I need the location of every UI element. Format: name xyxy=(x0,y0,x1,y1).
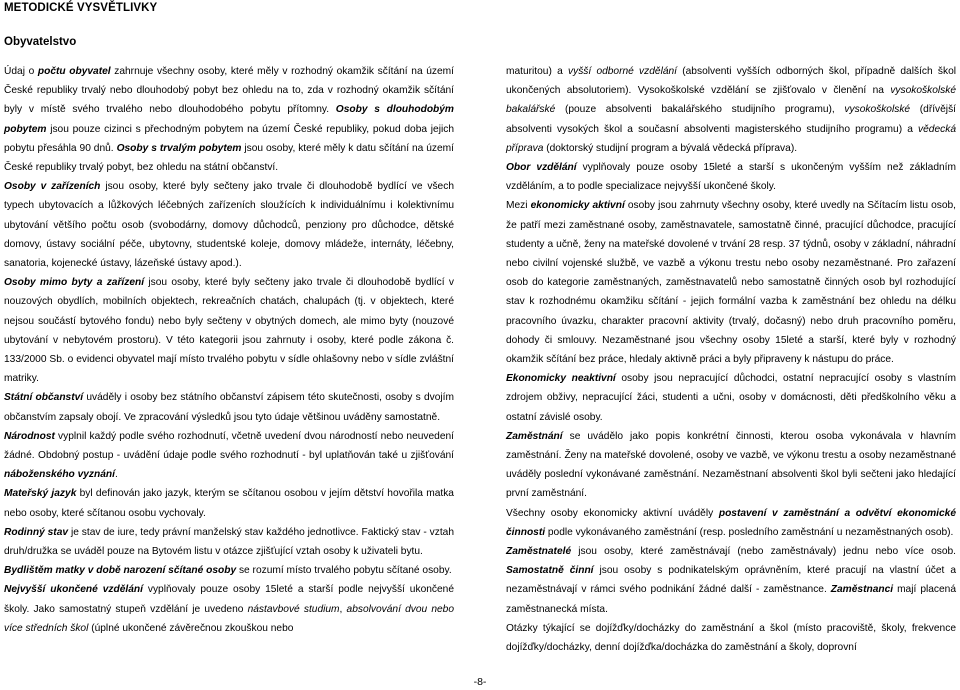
paragraph-vzdelani-pokracovani: maturitou) a vyšší odborné vzdělání (absolventi vyšších odborných škol, případně dalších škol ukončených absolutoriem). Vysokoškolské vzdělání se zjišťovalo v členění na vysokoškolské bakalářské (pouze absolventi bakalářského studijního programu), vysokoškolské (dřívější absolventi vysokých škol a současní absolventi magisterského studijního programu) a vědecká příprava (doktorský studijní program a bývalá vědecká příprava). xyxy=(506,66,957,154)
paragraph-nejvyssi-vzdelani: Nejvyšší ukončené vzdělání vyplňovaly pouze osoby 15leté a starší podle nejvyšší ukončené školy. Jako samostatný stupeň vzdělání je uvedeno nástavbové studium, absolvování dvou nebo více středních škol (úplné ukončené závěrečnou zkouškou nebo xyxy=(4,584,454,634)
paragraph-ekonomicky-aktivni: Mezi ekonomicky aktivní osoby jsou zahrnuty všechny osoby, které uvedly na Sčítacím listu osob, že patří mezi zaměstnané osoby, zaměstnavatele, samostatně činné, pracující důchodce, pracující studenty a učně, ženy na mateřské dovolené v trvání 28 resp. 37 týdnů, osoby v základní, náhradní nebo civilní vojenské službě, ve vazbě a výkonu trestu nebo osoby nezaměstnané. Pro zařazení osob do kategorie zaměstnaných, zaměstnavatelů nebo samostatně činných osob byl rozhodující stav k rozhodnému okamžiku sčítání - jejich formální vazba k zaměstnání bez ohledu na délku pracovního úvazku, charakter pracovní aktivity (trvalý, dočasný) nebo druh pracovního poměru, dohody či smlouvy. Nezaměstnané jsou všechny osoby 15leté a starší, které byly v rozhodný okamžik sčítání bez práce, hledaly aktivně práci a byly připraveny k nástupu do práce. xyxy=(506,200,956,366)
paragraph-zamestnani: Zaměstnání se uvádělo jako popis konkrétní činnosti, kterou osoba vykonávala v hlavním zaměstnání. Ženy na mateřské dovolené, osoby ve vazbě, ve výkonu trestu a osoby nezaměstnané uváděly poslední vykonávané zaměstnání. Nezaměstnaní absolventi škol byli sečteni jako hledající první zaměstnání. xyxy=(506,430,956,500)
term-osoby-v-zarizenich: Osoby v zařízeních xyxy=(4,181,101,193)
term-samostatne-cinni: Samostatně činní xyxy=(506,565,594,577)
term-ekonomicky-aktivni: ekonomicky aktivní xyxy=(530,200,625,212)
term-zamestnanci: Zaměstnanci xyxy=(830,584,894,596)
term-zamestnani: Zaměstnání xyxy=(506,430,563,442)
paragraph-bydliste-matky: Bydlištěm matky v době narození sčítané osoby se rozumí místo trvalého pobytu sčítané osoby. xyxy=(4,565,452,577)
term-matersky-jazyk: Mateřský jazyk xyxy=(4,488,77,500)
paragraph-osoby-v-zarizenich: Osoby v zařízeních jsou osoby, které byly sečteny jako trvale či dlouhodobě bydlící ve všech typech ubytovacích a lůžkových léčebných zařízeních sloužících k individuálnímu i kolektivnímu ubytování většího počtu osob (svobodárny, domovy důchodců, penziony pro důchodce, dětské domovy, ústavy sociální péče, ubytovny, studentské koleje, domovy mládeže, internáty, léčebny, sanatoria, kojenecké ústavy, lázeňské ústavy apod.). xyxy=(4,181,454,270)
paragraph-rodinny-stav: Rodinný stav je stav de iure, tedy právní manželský stav každého jednotlivce. Faktický stav - vztah druh/družka se uváděl pouze na Bytovém listu v otázce zjišťující vztah osoby k uživateli bytu. xyxy=(4,526,455,558)
section-title: METODICKÉ VYSVĚTLIVKY xyxy=(4,2,158,14)
term-nejvyssi-vzdelani: Nejvyšší ukončené vzdělání xyxy=(4,584,143,596)
term-bydliste-matky: Bydlištěm matky v době narození sčítané osoby xyxy=(4,565,237,577)
paragraph-ekonomicky-neaktivni: Ekonomicky neaktivní osoby jsou nepracující důchodci, ostatní nepracující osoby s vlastním zdrojem obživy, nepracující žáci, studenti a učni, osoby v domácnosti, děti předškolního věku a ostatní závislé osoby. xyxy=(506,373,956,423)
term-vyssi-odborne: vyšší odborné vzdělání xyxy=(568,66,678,77)
term-nastavbove-studium: nástavbové studium xyxy=(247,603,340,615)
term-obor-vzdelani: Obor vzdělání xyxy=(506,162,577,174)
term-statni-obcanstvi: Státní občanství xyxy=(4,392,84,404)
term-nabozenske-vyznani: náboženského vyznání xyxy=(4,469,115,481)
term-vysokoskolske: vysokoškolské xyxy=(844,104,911,116)
paragraph-narodnost: Národnost vyplnil každý podle svého rozhodnutí, včetně uvedení dvou národností nebo neuvedení žádné. Obdobný postup - uvádění údaje podle svého rozhodnutí - byl uplatňován také u zjišťování náboženského vyznání. xyxy=(4,430,454,481)
left-column xyxy=(4,62,454,638)
term-trvaly-pobyt: Osoby s trvalým pobytem xyxy=(116,142,242,154)
paragraph-osoby-mimo-byty: Osoby mimo byty a zařízení jsou osoby, které byly sečteny jako trvale či dlouhodobě bydlící v nouzových obydlích, mobilních objektech, rekreačních chatách, chalupách (tj. v objektech, které nejsou součástí bytového fondu) nebo byly sečteny v obytných domech, ale mimo byty (nouzové ubytování v nebytovém prostoru). V této kategorii jsou zahrnuty i osoby, které podle zákona č. 133/2000 Sb. o evidenci obyvatel mají místo trvalého pobytu v sídle ohlašovny nebo v sídle zvláštní matriky. xyxy=(4,277,454,385)
right-column xyxy=(506,62,956,657)
term-dve-stredni-skoly: absolvování dvou nebo více středních škol xyxy=(4,603,454,634)
term-osoby-mimo-byty: Osoby mimo byty a zařízení xyxy=(4,277,145,289)
page-number: -8- xyxy=(473,676,487,688)
paragraph-postaveni-v-zamestnani: Všechny osoby ekonomicky aktivní uváděly postavení v zaměstnání a odvětví ekonomické činnosti podle vykonávaného zaměstnání (resp. posledního zaměstnání u nezaměstnaných osob). xyxy=(506,507,956,538)
paragraph-statni-obcanstvi: Státní občanství uváděly i osoby bez státního občanství zápisem této skutečnosti, osoby s dvojím občanstvím zapsaly obojí. Ve zpracování výsledků jsou tyto údaje většinou uváděny samostatně. xyxy=(4,392,454,423)
term-vs-bakalarske: vysokoškolské bakalářské xyxy=(506,85,956,116)
term-zamestnavatele: Zaměstnatelé xyxy=(506,546,572,558)
term-dlouhodoby-pobyt: Osoby s dlouhodobým pobytem xyxy=(4,104,454,135)
paragraph-obor-vzdelani: Obor vzdělání vyplňovaly pouze osoby 15leté a starší s ukončeným vyšším než základním vzděláním, a to podle specializace nejvyšší ukončené školy. xyxy=(506,162,956,193)
term-postaveni-odvetvi: postavení v zaměstnání a odvětví ekonomické činnosti xyxy=(506,507,956,538)
term-rodinny-stav: Rodinný stav xyxy=(4,526,69,538)
subsection-title: Obyvatelstvo xyxy=(4,36,77,48)
paragraph-materský-jazyk: Mateřský jazyk byl definován jako jazyk, kterým se sčítanou osobou v jejím dětství hovořila matka nebo osoby, které sčítanou osobu vychovaly. xyxy=(4,488,454,519)
paragraph-zamestnavatele: Zaměstnatelé jsou osoby, které zaměstnávají (nebo zaměstnávaly) jednu nebo více osob. Samostatně činní jsou osoby s podnikatelským oprávněním, které pracují na vlastní účet a nezaměstnávají v rámci svého podnikání žádné další - zaměstnance. Zaměstnanci mají placená zaměstnanecká místa. xyxy=(506,546,957,615)
term-ekonomicky-neaktivni: Ekonomicky neaktivní xyxy=(506,373,616,385)
paragraph-dojizdka: Otázky týkající se dojížďky/docházky do zaměstnání a škol (místo pracoviště, školy, frekvence dojížďky/docházky, denní dojížďka/docházka do zaměstnání a školy, doprovní xyxy=(506,622,956,654)
term-vedecka-priprava: vědecká příprava xyxy=(506,123,956,154)
term-narodnost: Národnost xyxy=(4,430,55,442)
paragraph-pocet-obyvatel: Údaj o počtu obyvatel zahrnuje všechny osoby, které měly v rozhodný okamžik sčítání na území České republiky trvalý nebo dlouhodobý pobyt bez ohledu na to, zda v rozhodný okamžik sčítání byly v místě svého trvalého nebo dlouhodobého pobytu přítomny. Osoby s dlouhodobým pobytem jsou pouze cizinci s přechodným pobytem na území České republiky, pokud doba jejich pobytu přesáhla 90 dnů. Osoby s trvalým pobytem jsou osoby, které měly k datu sčítání na území České republiky trvalý pobyt, bez ohledu na státní občanství. xyxy=(4,66,454,174)
term-pocet-obyvatel: počtu obyvatel xyxy=(37,66,111,77)
